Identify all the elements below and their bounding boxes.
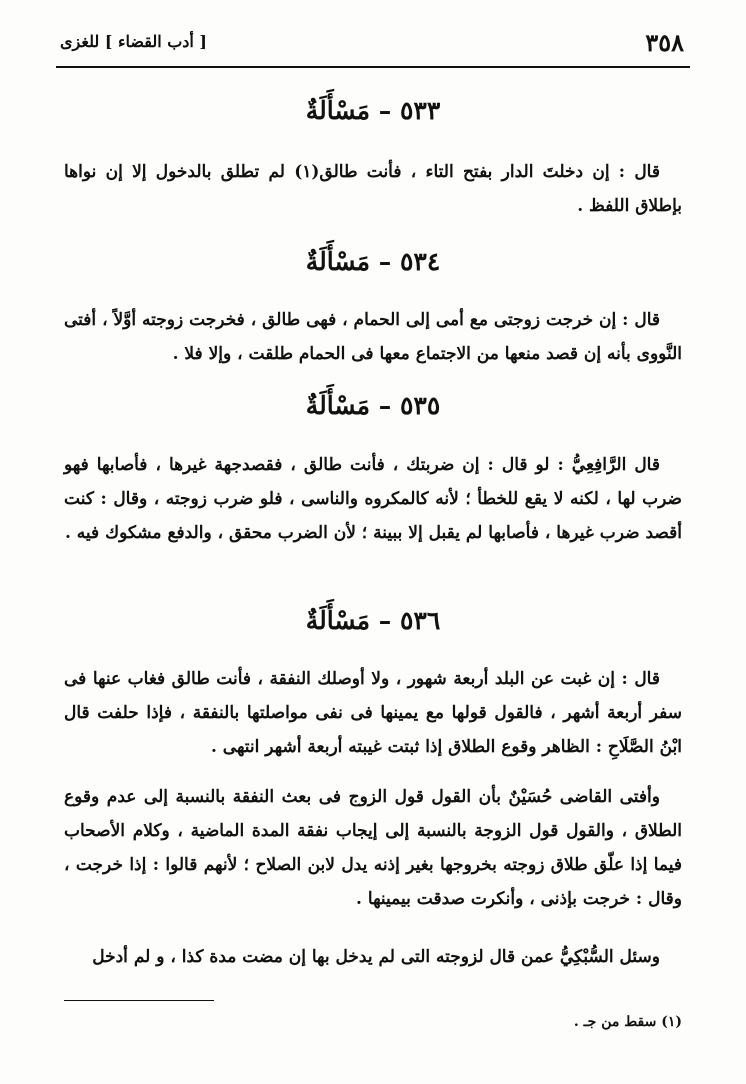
- page-header: [60, 28, 684, 62]
- header-divider: [56, 66, 690, 68]
- section-535-paragraph: قال الرَّافِعِيُّ : لو قال : إن ضربتك ، فأنت طالق ، فقصدجهة غيرها ، فأصابها فهو ضرب لها ، لكنه لا يقع للخطأ ؛ لأنه كالمكروه والناسى ، فلو ضرب زوجته ، وقال : كنت أقصد ضرب غيرها ، فأصابها لم يقبل إلا ببينة ؛ لأن الضرب محقق ، والدفع مشكوك فيه .: [64, 455, 682, 543]
- page-number: ٣٥٨: [645, 28, 684, 57]
- footnote: (١) سقط من جـ .: [573, 1014, 682, 1030]
- section-heading-533: ٥٣٣ – مَسْأَلَةٌ: [305, 96, 441, 125]
- footnote-divider: [64, 1000, 214, 1001]
- section-536-paragraph-3: وسئل السُّبْكِيُّ عمن قال لزوجته التى لم يدخل بها إن مضت مدة كذا ، و لم أدخل: [92, 947, 660, 967]
- section-536-paragraph-1: قال : إن غبت عن البلد أربعة شهور ، ولا أوصلك النفقة ، فأنت طالق فغاب عنها فى سفر أربعة أشهر ، فالقول قولها مع يمينها فى نفى مواصلتها بالنفقة ، فإذا حلفت قال ابْنُ الصَّلَاحِ : الظاهر وقوع الطلاق إذا ثبتت غيبته أربعة أشهر انتهى .: [64, 669, 682, 757]
- section-heading-535: ٥٣٥ – مَسْأَلَةٌ: [305, 391, 441, 420]
- section-536-paragraph-2: وأفتى القاضى حُسَيْنٌ بأن القول قول الزوج فى بعث النفقة بالنسبة إلى عدم وقوع الطلاق ، والقول قول الزوجة بالنسبة إلى إيجاب نفقة المدة الماضية ، وكلام الأصحاب فيما إذا علّق طلاق زوجته بخروجها بغير إذنه يدل لابن الصلاح ؛ لأنهم قالوا : إذا خرجت ، وقال : خرجت بإذنى ، وأنكرت صدقت بيمينها .: [64, 787, 682, 909]
- section-534-paragraph: قال : إن خرجت زوجتى مع أمى إلى الحمام ، فهى طالق ، فخرجت زوجته أوَّلاً ، أفتى النَّووى بأنه إن قصد منعها من الاجتماع معها فى الحمام طلقت ، وإلا فلا .: [64, 310, 682, 364]
- section-heading-536: ٥٣٦ – مَسْأَلَةٌ: [305, 606, 441, 635]
- running-title: [ أدب القضاء ] للغزى: [60, 32, 207, 51]
- section-heading-534: ٥٣٤ – مَسْأَلَةٌ: [305, 247, 441, 276]
- section-533-paragraph: قال : إن دخلتَ الدار بفتح التاء ، فأنت طالق(١) لم تطلق بالدخول إلا إن نواها بإطلاق اللفظ .: [64, 162, 682, 216]
